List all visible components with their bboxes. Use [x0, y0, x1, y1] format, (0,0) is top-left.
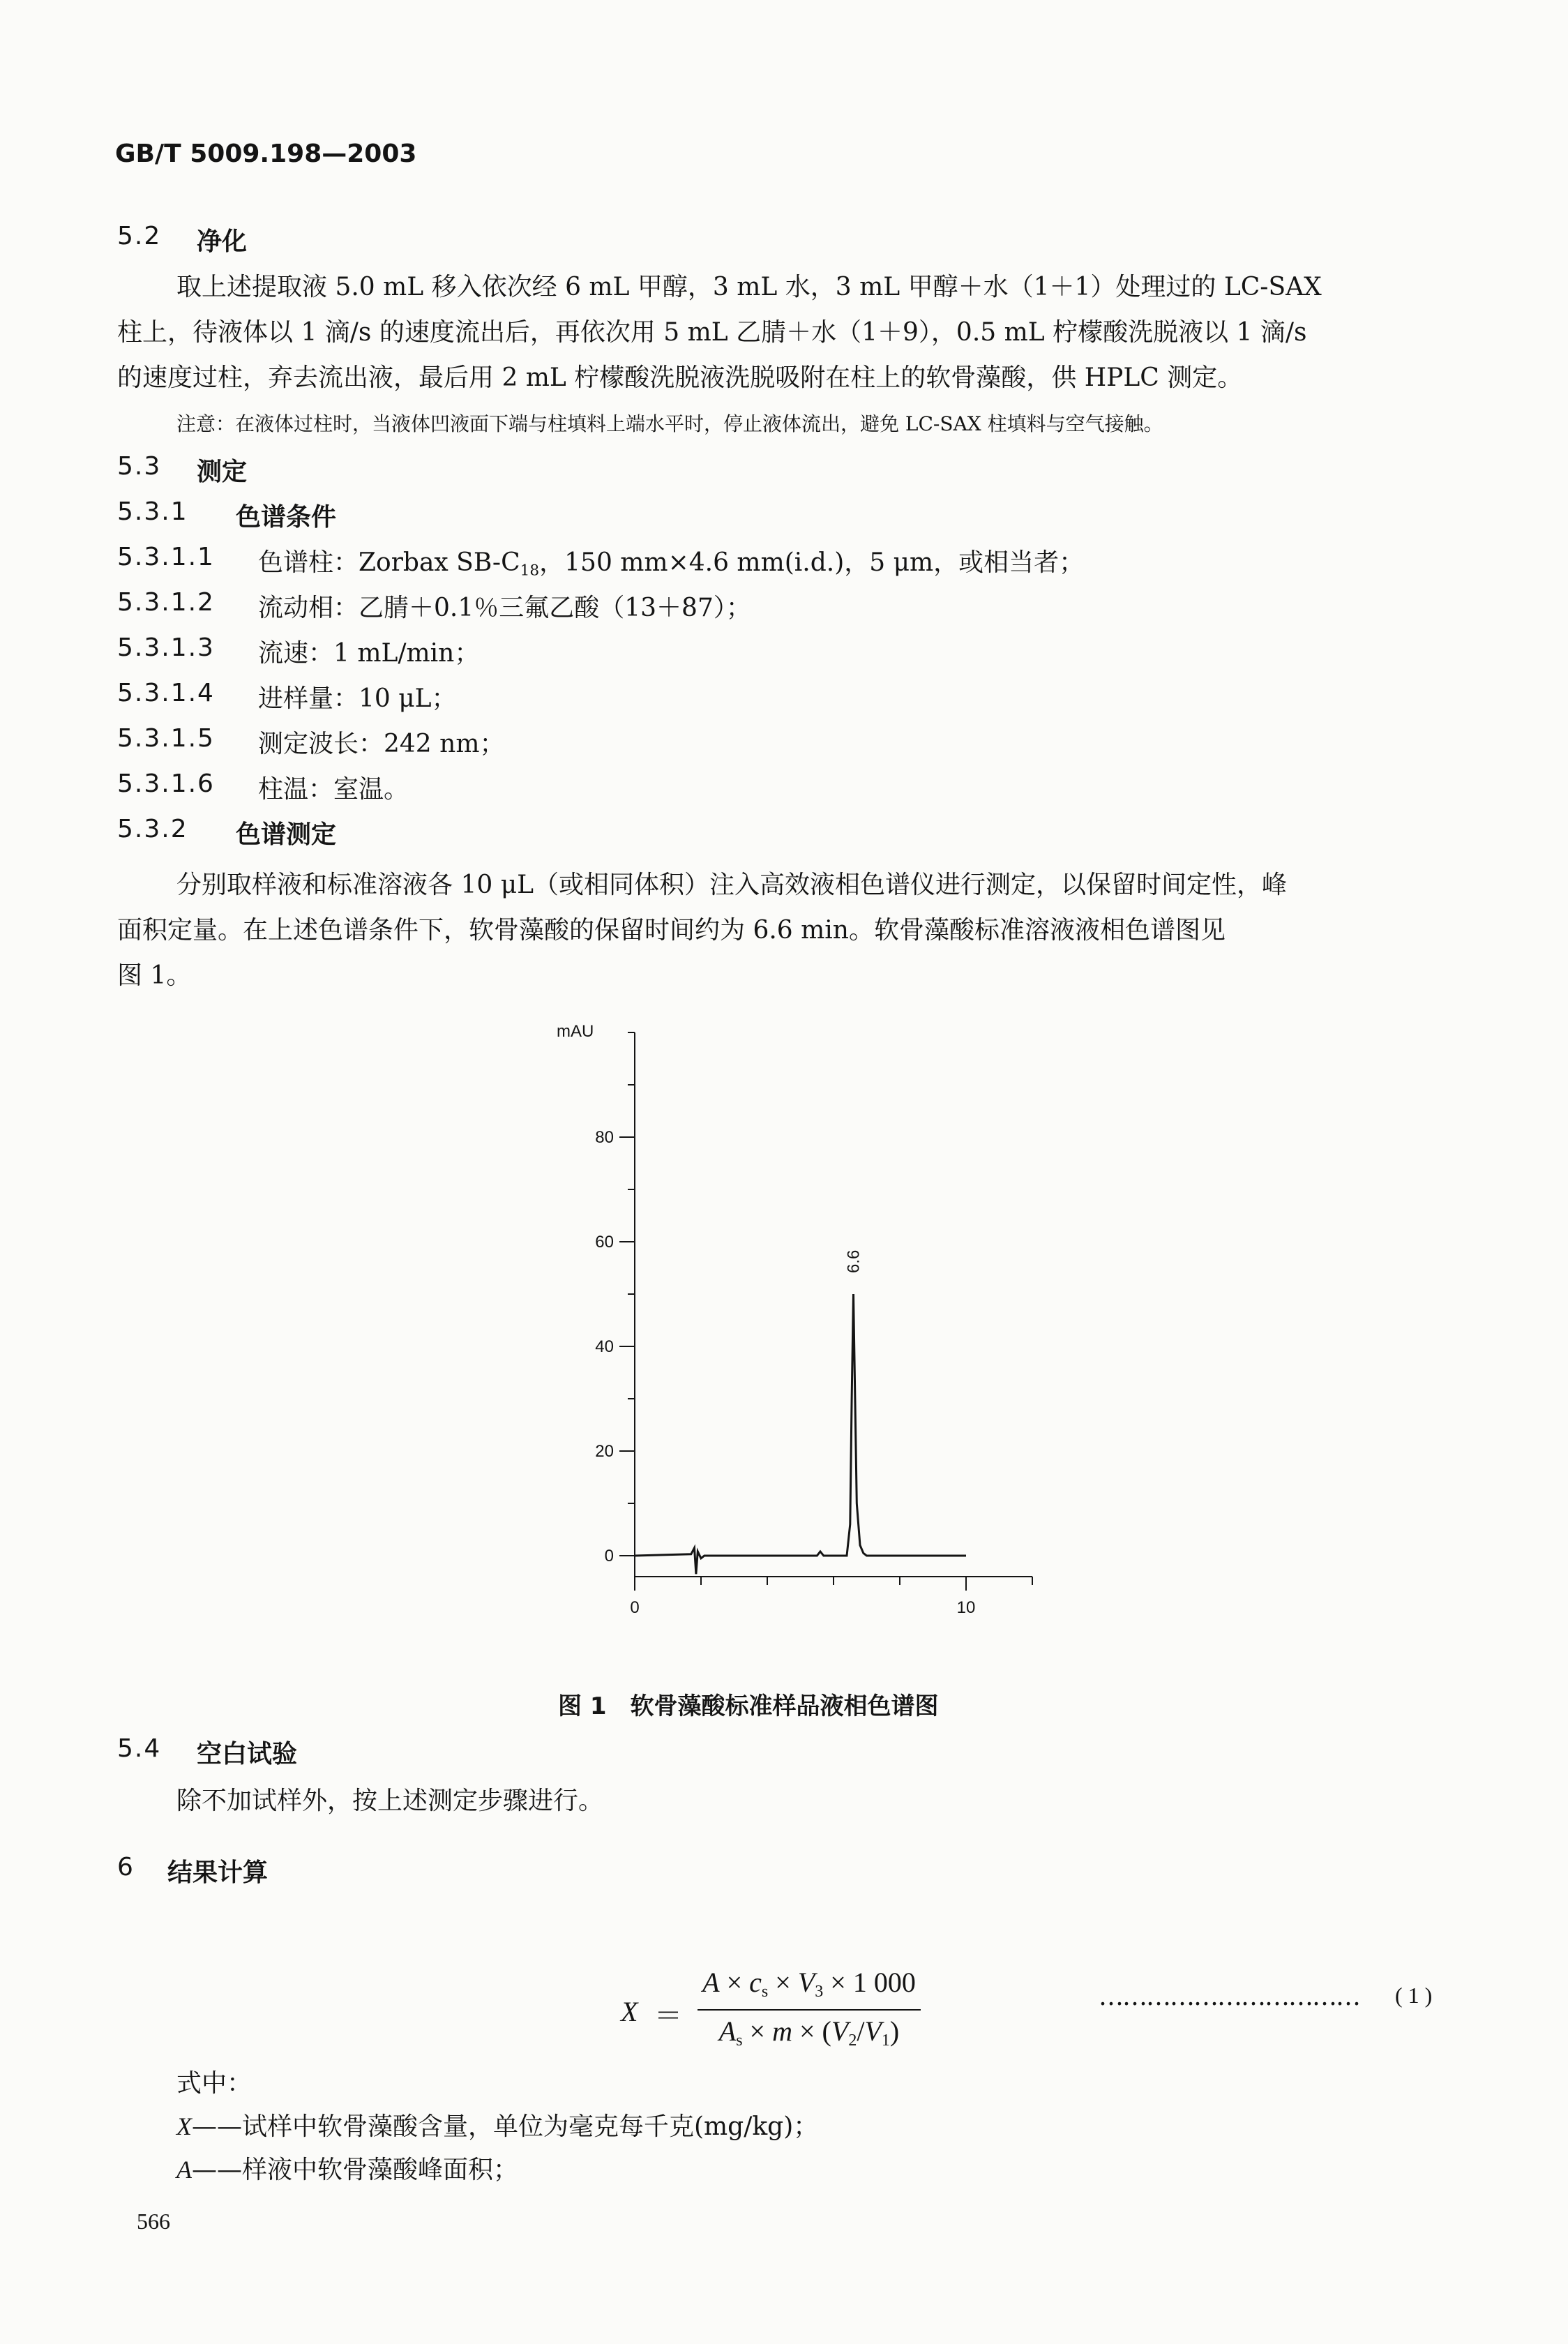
item-number: 5.3.1.3 [117, 633, 215, 662]
formula-denominator: $A_s \times m \times (V_2/V_1)$ [718, 2015, 900, 2050]
section-title: 结果计算 [167, 1858, 269, 1887]
formula-lhs: X [621, 1996, 638, 2027]
item-text: 柱温：室温。 [258, 775, 409, 804]
item-text: 测定波长：242 nm； [258, 730, 505, 758]
formula-equals: ＝ [654, 2000, 682, 2031]
section-title: 色谱条件 [236, 503, 337, 532]
x-tick-label: 10 [956, 1598, 976, 1617]
y-tick-label: 60 [595, 1233, 614, 1252]
note: 注意：在液体过柱时，当液体凹液面下端与柱填料上端水平时，停止液体流出，避免 LC-SAX 柱填料与空气接触。 [176, 412, 1163, 435]
paragraph-line: 的速度过柱，弃去流出液，最后用 2 mL 柠檬酸洗脱液洗脱吸附在柱上的软骨藻酸，供 HPLC 测定。 [117, 363, 1243, 392]
chromatogram-chart [544, 1019, 1060, 1646]
page-number: 566 [137, 2209, 170, 2234]
paragraph-line: 取上述提取液 5.0 mL 移入依次经 6 mL 甲醇，3 mL 水，3 mL 甲醇＋水（1＋1）处理过的 LC-SAX [176, 273, 1322, 301]
section-number: 5.3.2 [117, 815, 188, 843]
section-number: 5.4 [117, 1734, 162, 1763]
y-tick-label: 20 [595, 1442, 614, 1461]
y-tick-label: 40 [595, 1337, 614, 1356]
y-axis-label: mAU [557, 1022, 594, 1041]
equation-number: ( 1 ) [1395, 1983, 1433, 2008]
chromatogram-trace [635, 1294, 966, 1574]
section-title: 测定 [197, 458, 248, 486]
section-number: 5.3 [117, 452, 162, 481]
where-intro: 式中： [176, 2069, 252, 2098]
item-number: 5.3.1.6 [117, 769, 215, 798]
paragraph-line: 除不加试样外，按上述测定步骤进行。 [176, 1787, 604, 1815]
paragraph-line: 分别取样液和标准溶液各 10 μL（或相同体积）注入高效液相色谱仪进行测定，以保留时间定性，峰 [176, 871, 1287, 899]
item-number: 5.3.1.2 [117, 588, 215, 617]
item-text: 色谱柱：Zorbax $SB-C_{18}$，150 mm×4.6 mm(i.d.)，5 μm，或相当者； [258, 548, 1085, 580]
item-text: 进样量：10 μL； [258, 684, 457, 713]
peak-label: 6.6 [844, 1249, 864, 1273]
item-number: 5.3.1.1 [117, 543, 215, 571]
standard-id: GB/T 5009.198—2003 [115, 140, 417, 168]
item-text: 流动相：乙腈＋0.1％三氟乙酸（13＋87）； [258, 594, 751, 622]
paragraph-line: 柱上，待液体以 1 滴/s 的速度流出后，再依次用 5 mL 乙腈＋水（1＋9），0.5 mL 柠檬酸洗脱液以 1 滴/s [117, 318, 1307, 347]
y-tick-label: 0 [604, 1547, 614, 1565]
where-item: X——试样中软骨藻酸含量，单位为毫克每千克(mg/kg)； [176, 2112, 819, 2141]
section-title: 色谱测定 [236, 820, 337, 849]
section-number: 5.3.1 [117, 497, 188, 526]
figure-caption: 图 1 软骨藻酸标准样品液相色谱图 [558, 1692, 939, 1720]
item-number: 5.3.1.4 [117, 679, 215, 707]
formula-fraction-bar [698, 2009, 921, 2011]
section-title: 净化 [197, 227, 248, 256]
y-tick-label: 80 [595, 1128, 614, 1147]
section-number: 5.2 [117, 222, 162, 250]
paragraph-line: 图 1。 [117, 961, 192, 990]
item-text: 流速：1 mL/min； [258, 639, 480, 668]
section-number: 6 [117, 1853, 135, 1881]
section-title: 空白试验 [197, 1740, 298, 1768]
x-tick-label: 0 [630, 1598, 640, 1617]
where-item: A——样液中软骨藻酸峰面积； [176, 2156, 519, 2184]
paragraph-line: 面积定量。在上述色谱条件下，软骨藻酸的保留时间约为 6.6 min。软骨藻酸标准溶液液相色谱图见 [117, 916, 1226, 945]
formula-numerator: $A \times c_s \times V_3 \times 1$ 000 [702, 1967, 916, 2001]
item-number: 5.3.1.5 [117, 724, 215, 753]
formula-leader-dots: …………………………… [1099, 1983, 1359, 2011]
